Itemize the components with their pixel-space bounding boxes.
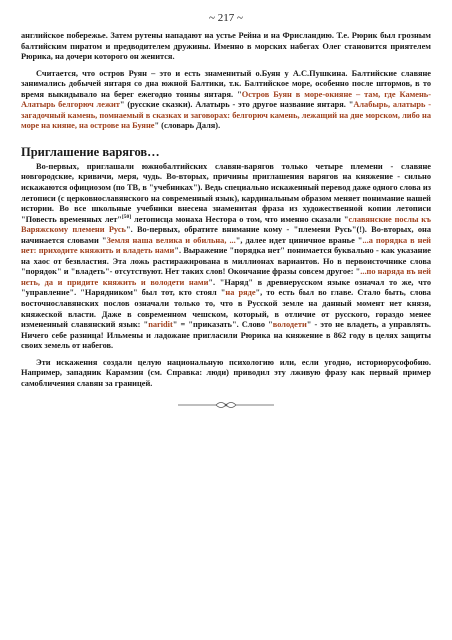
text-run: ", то есть был во главе. Стало быть, слова восточнославянских послов означали только то, что в Русской земле на данный момент нет князя, княжеской власти. Даже в современном чешском, который, в отличие от русского, гораздо менее измененный славянский язык: " [21, 288, 431, 330]
text-run: " - это не владеть, а управлять. Ничего себе разница! Ильмены и ладожане пригласили Рюрика на княжение в 862 году в целях защиты своих земель от набегов. [21, 320, 432, 351]
quotation-text: славянские послы къ Варяжскому племени Русь [21, 214, 431, 235]
text-run: Считается, что остров Руян – это и есть знаменитый о.Буян у А.С.Пушкина. Балтийские славяне занимались добычей янтаря со дна южной Балтики, т.к. Балтийское море, особенно после штормов, в то время выкидывало на берег ежегодно тонны янтаря. " [21, 68, 431, 99]
text-run: Эти искажения создали целую национальную психологию или, если угодно, историорусофобию. Например, западник Карамзин (см. Справка: люди) приводил эту лживую фразу как первый пример самобличения славян за границей. [21, 357, 431, 388]
text-run: " (словарь Даля). [154, 121, 221, 131]
footnote-reference[interactable]: [50] [121, 213, 132, 220]
text-run: ". "Наряд" в древнерусском языке означал то же, что "управление". "Нарядником" был тот, кто стоял " [21, 277, 431, 298]
paragraph [21, 162, 431, 352]
quotation-text: naridit [148, 320, 173, 330]
quotation-text: ...а порядка в ней нет: приходите княжить и владеть нами [21, 235, 431, 256]
paragraph [21, 31, 431, 63]
text-run: английское побережье. Затем рутены нападают на устье Рейна и на Фрисландию. Т.е. Рюрик был грозным балтийским пиратом и предводителем дружины. Именно в морских набегах Олег становится приятелем Рюрика, на дочери которого он женится. [21, 31, 431, 62]
quotation-text: Земля наша велика и обильна, ... [106, 235, 236, 245]
text-run: ". Во-первых, обратите внимание кому - "племени Русь"(!). Во-вторых, она начинается словами " [21, 225, 431, 245]
ornament-divider [21, 399, 431, 411]
quotation-text: володети [272, 320, 307, 330]
text-run: Во-первых, приглашали южнобалтийских славян-варягов только четыре племени - славяне новгородские, кривичи, меря, чудь. Во-вторых, причины приглашения варягов на княжение - сильно искажаются официозом (по ТВ, в "учебниках"). Ведь специально искаженный перевод даже одного слова из летописи (с церковнославянского на современный язык), кардинальным образом меняет понимание нашей истории. Во все школьные учебники внесена знаменитая фраза из художественной копии летописи "Повесть временных лет" [21, 161, 431, 224]
paragraph [21, 69, 431, 132]
text-run: ". Выражение "порядка нет" понимается буквально - как указание на хаос от безвластия. Эта ложь растиражирована в миллионах вариантов. Но в первоисточнике слова "порядок" и "владеть"- отсутствуют. Нет таких слов! Окончание фразы совсем другое: " [21, 246, 431, 277]
quotation-text: Остров Буян в море-окияне – там, где Камень-Алатырь белгорюч лежит [21, 89, 431, 110]
text-run: летописца монаха Нестора о том, что именно сказали " [131, 214, 349, 224]
text-run: " (русские сказки). Алатырь - это другое название янтаря. " [119, 100, 354, 110]
quotation-text: ...по наряда въ ней нєть, да и придите княжить и володети нами [21, 267, 431, 287]
text-run: ", далее идет циничное вранье " [235, 235, 363, 245]
page-number: ~ 217 ~ [209, 12, 243, 24]
quotation-text: на ряде [225, 288, 256, 298]
quotation-text: Алабырь, алатырь - загадочный камень, помнаемый в сказках и заговорах: белгорюч камень, лежащий на дне морском, либо на море на кияне, на острове на Буяне [21, 100, 431, 131]
section-heading: Приглашение варягов… [21, 144, 160, 159]
paragraph [21, 358, 431, 390]
section-intro [21, 31, 431, 132]
divider-ornament-icon [178, 399, 274, 411]
section-invitation [21, 162, 431, 389]
text-run: " = "приказать". Слово " [172, 320, 273, 330]
